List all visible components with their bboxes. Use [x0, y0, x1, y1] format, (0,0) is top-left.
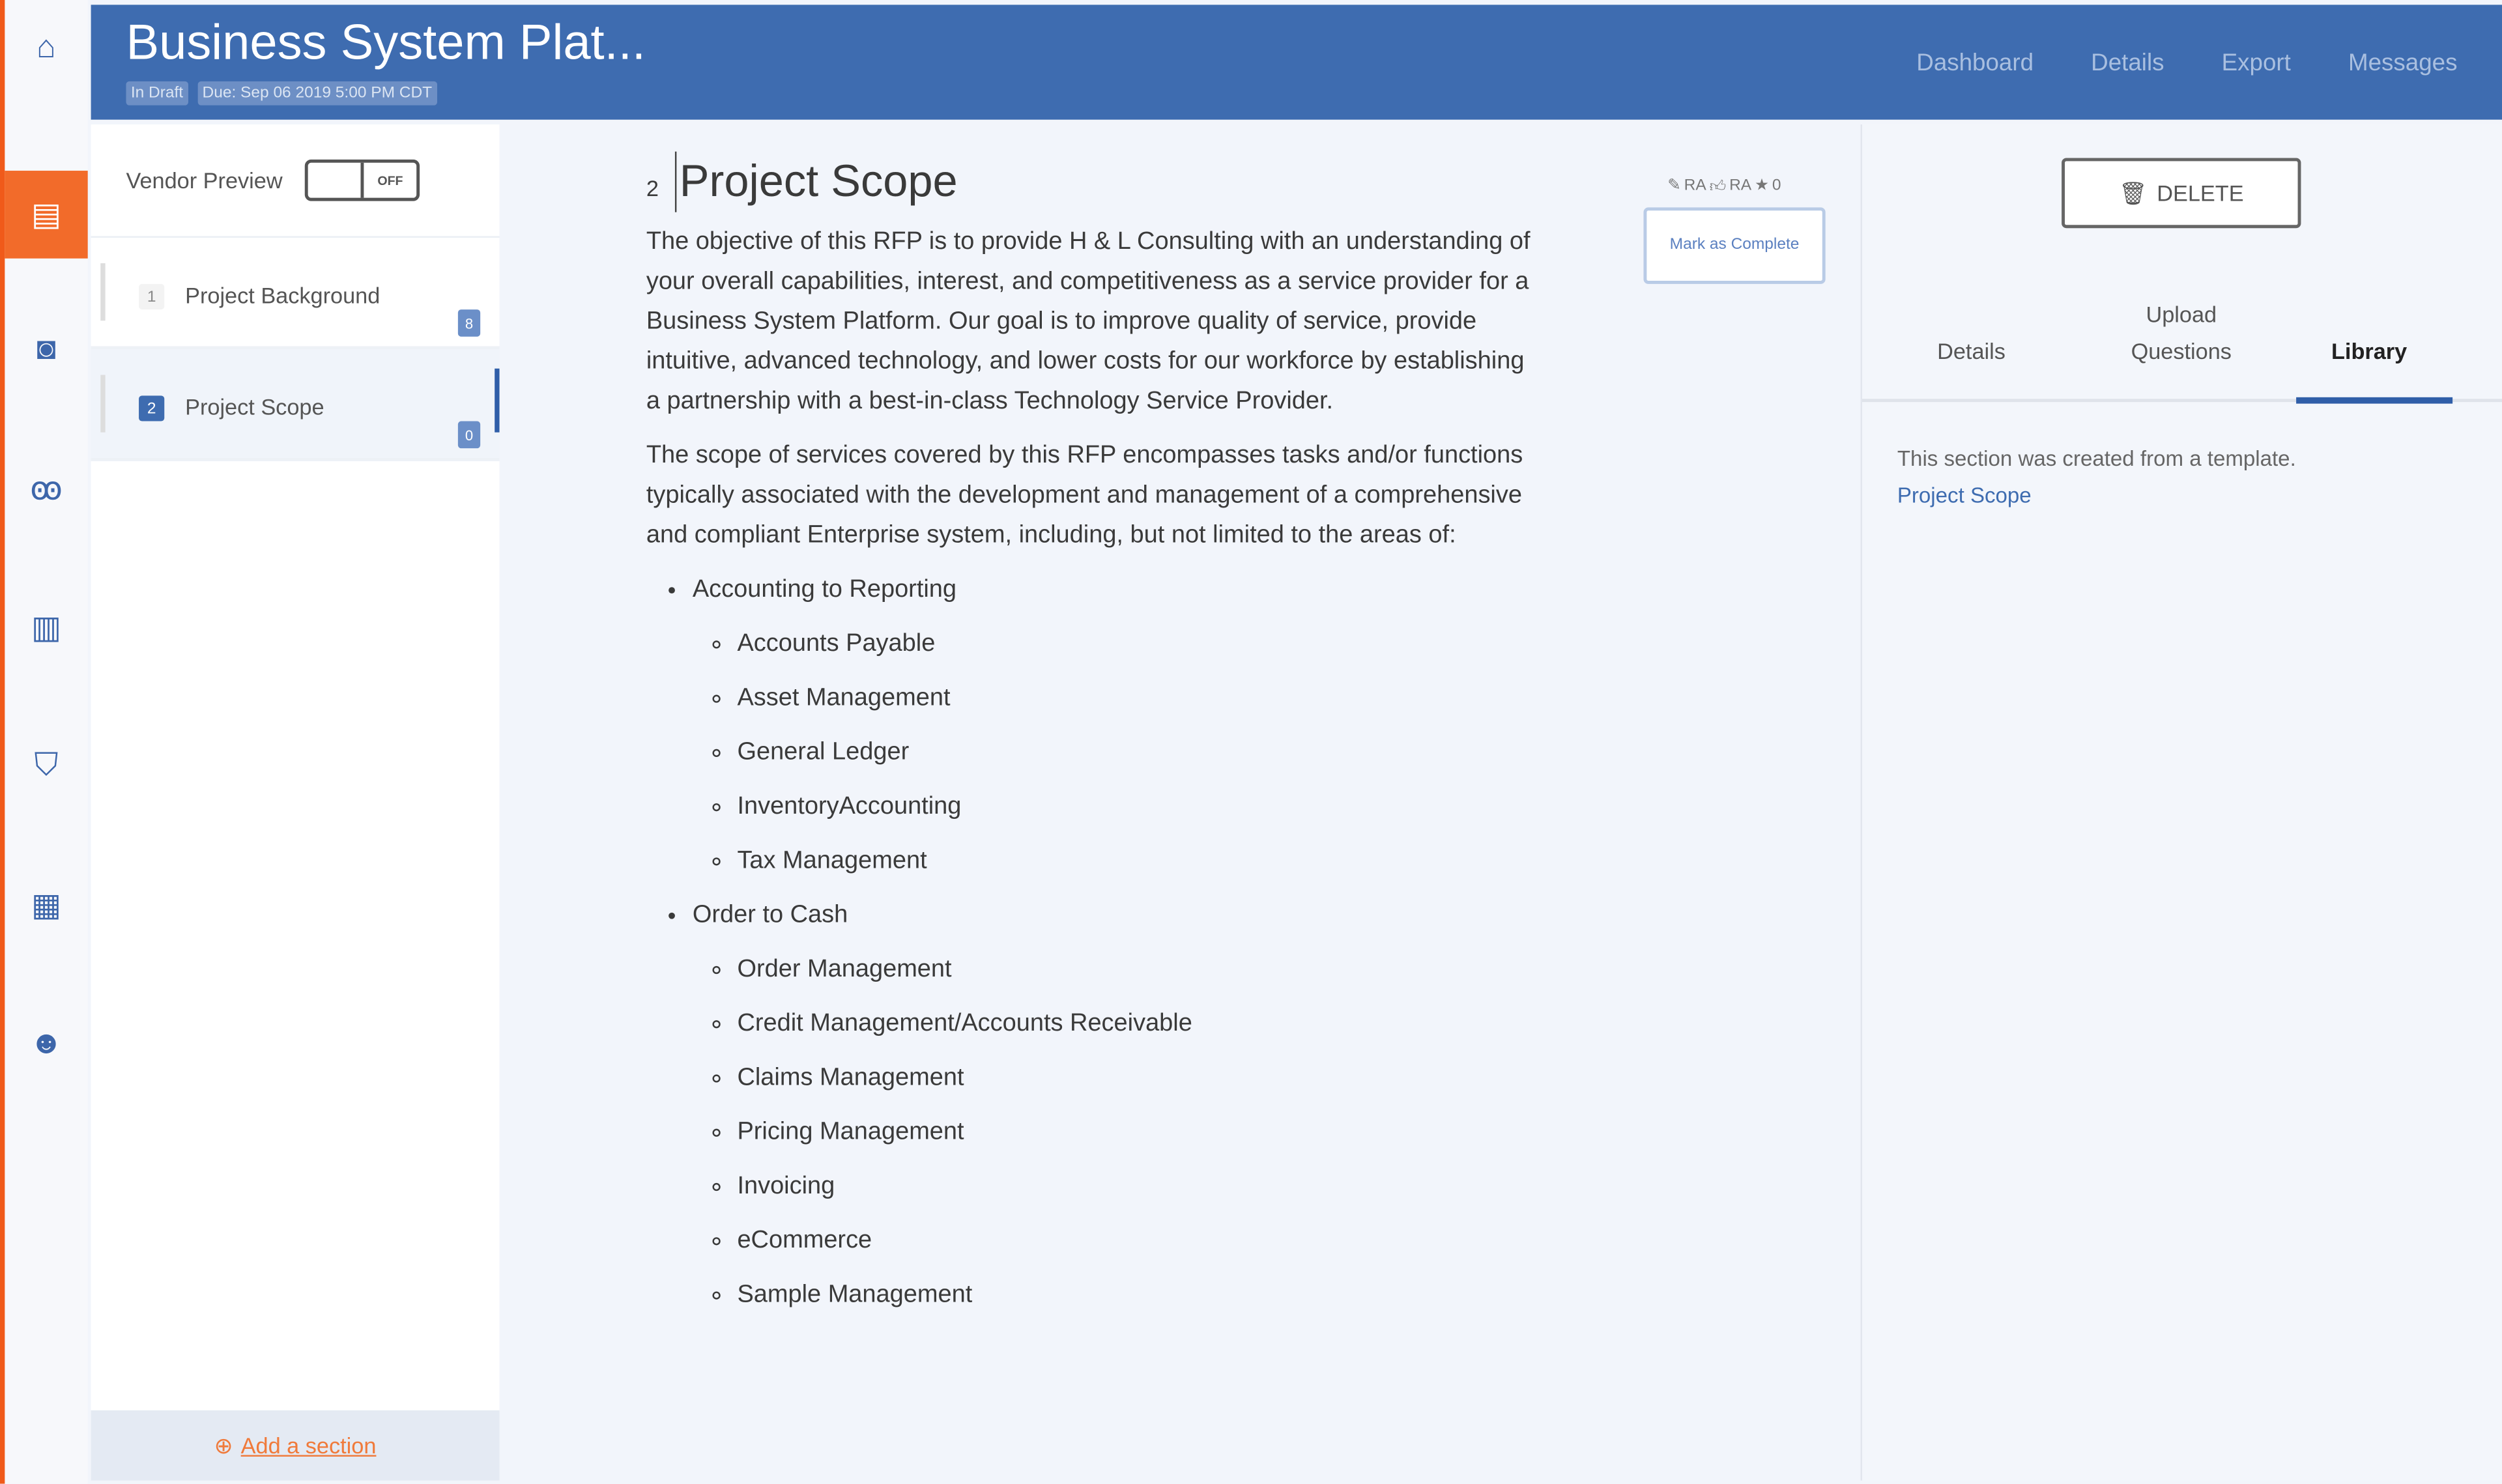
nav-export[interactable]: Export — [2221, 49, 2291, 77]
section-content — [646, 152, 1540, 1329]
tab-library[interactable]: Library — [2331, 338, 2408, 364]
sections-sidebar — [91, 124, 500, 1481]
building-icon[interactable]: ▦ — [31, 887, 62, 923]
list-item: ◦ Sample Management — [737, 1275, 1540, 1315]
users-icon[interactable]: ☻ — [29, 1025, 63, 1061]
template-link[interactable]: Project Scope — [1897, 483, 2032, 507]
question-count-badge: 0 — [458, 421, 480, 449]
left-rail — [0, 0, 88, 1484]
camera-icon[interactable]: ◙ — [36, 331, 56, 367]
right-panel — [1861, 124, 2502, 1481]
add-section — [91, 1410, 500, 1481]
section-item-project-background[interactable] — [91, 238, 500, 349]
list-item: ◦ Order Management — [737, 949, 1540, 989]
section-number: 2 — [646, 175, 659, 201]
section-meta — [1667, 177, 1781, 196]
delete-label: DELETE — [2157, 180, 2244, 206]
section-title[interactable]: Project Scope — [674, 152, 957, 212]
tab-details[interactable]: Details — [1937, 338, 2006, 364]
star-icon: ★ — [1755, 177, 1770, 195]
bookmark-icon[interactable]: ⛉ — [34, 747, 59, 783]
document-icon[interactable]: ▤ — [5, 171, 87, 259]
list-item: ◦ Asset Management — [737, 678, 1540, 718]
list-item: ◦ Claims Management — [737, 1058, 1540, 1098]
nav-messages[interactable]: Messages — [2348, 49, 2458, 77]
binoculars-icon[interactable]: ꙭ — [30, 471, 63, 507]
chart-icon[interactable]: ▥ — [31, 610, 62, 646]
list-item-label: Order to Cash — [692, 901, 848, 929]
active-tab-indicator — [2296, 397, 2452, 404]
paragraph: The scope of services covered by this RFP encompasses tasks and/or functions typically associated with the development and management of a comprehensive and compliant Enterprise system, including, but not limited to the areas of: — [646, 442, 1523, 549]
drag-handle[interactable] — [100, 263, 105, 321]
nav-details[interactable]: Details — [2091, 49, 2164, 77]
vendor-preview-label: Vendor Preview — [126, 167, 283, 193]
list-item: ◦ General Ledger — [737, 732, 1540, 772]
section-label: Project Background — [185, 282, 381, 308]
plus-circle-icon: ⊕ — [214, 1431, 233, 1458]
drag-handle[interactable] — [100, 375, 105, 433]
list-item: ◦ Credit Management/Accounts Receivable — [737, 1003, 1540, 1043]
toggle-state: OFF — [361, 163, 417, 198]
list-item: ◦ InventoryAccounting — [737, 786, 1540, 826]
list-item — [693, 569, 1540, 881]
star-count: 0 — [1772, 177, 1781, 195]
nav-dashboard[interactable]: Dashboard — [1916, 49, 2034, 77]
mark-as-complete-button[interactable]: Mark as Complete — [1643, 207, 1825, 284]
editor-initials: RA — [1684, 177, 1706, 195]
list-item: ◦ Invoicing — [737, 1166, 1540, 1206]
thumbs-up-icon: 👍︎ — [1709, 178, 1727, 197]
list-item: ◦ eCommerce — [737, 1220, 1540, 1260]
paragraph: The objective of this RFP is to provide H & L Consulting with an understanding of your overall capabilities, interest, and competitiveness as a service provider for a Business System Platform. Our goal is to improve quality of service, provide intuitive, advanced technology, and lower costs for our workforce by establishing a partnership with a best-in-class Technology Service Provider. — [646, 228, 1531, 415]
home-icon[interactable]: ⌂ — [36, 29, 56, 65]
add-section-link[interactable]: Add a section — [240, 1433, 377, 1459]
list-item: ◦ Accounts Payable — [737, 624, 1540, 664]
list-item-label: Accounting to Reporting — [692, 576, 957, 603]
section-item-project-scope[interactable] — [91, 349, 500, 461]
due-date-badge: Due: Sep 06 2019 5:00 PM CDT — [197, 81, 437, 106]
delete-button[interactable] — [2062, 158, 2301, 228]
active-indicator — [495, 369, 499, 433]
template-info: This section was created from a template. — [1897, 446, 2296, 471]
page-title: Business System Plat... — [126, 14, 646, 70]
trash-icon: 🗑︎ — [2118, 179, 2148, 205]
section-label: Project Scope — [185, 393, 324, 420]
vendor-preview-toggle[interactable] — [305, 160, 420, 201]
section-number: 2 — [139, 395, 164, 421]
tab-upload-questions[interactable]: Upload Questions — [2131, 301, 2232, 364]
pencil-icon: ✎ — [1667, 177, 1681, 195]
section-number: 1 — [139, 284, 164, 309]
list-item — [693, 895, 1540, 1315]
top-nav — [1916, 50, 2457, 77]
panel-tabs — [1862, 284, 2502, 402]
liker-initials: RA — [1729, 177, 1752, 195]
question-count-badge: 8 — [458, 309, 480, 337]
status-badge: In Draft — [126, 81, 188, 106]
list-item: ◦ Pricing Management — [737, 1112, 1540, 1152]
list-item: ◦ Tax Management — [737, 841, 1540, 881]
scope-list — [646, 569, 1540, 1315]
header — [91, 5, 2502, 119]
